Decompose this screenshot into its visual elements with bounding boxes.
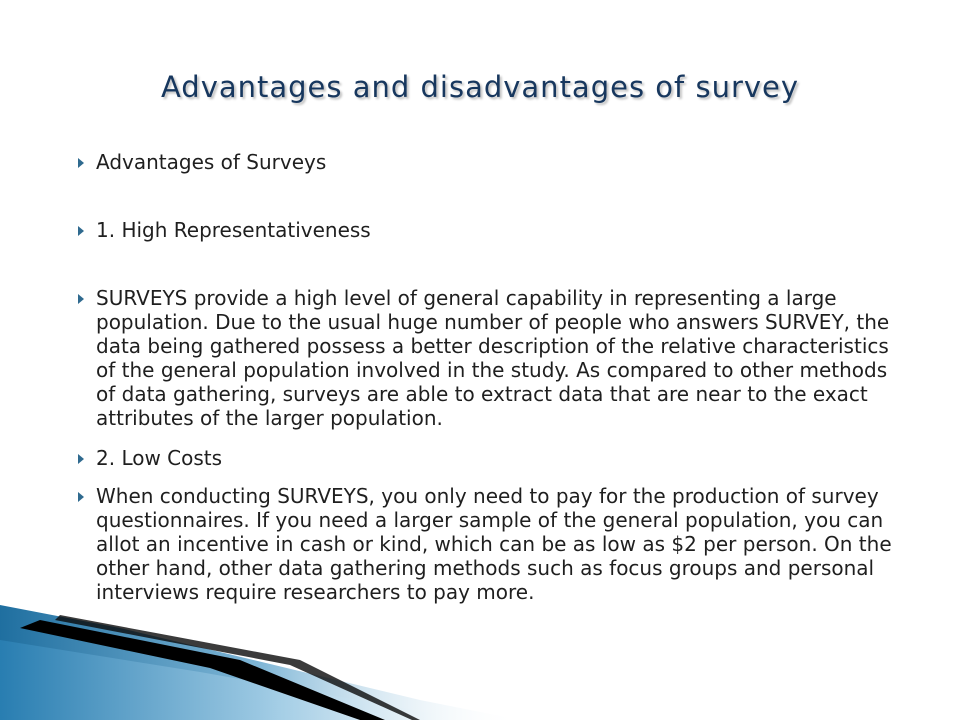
bullet-item: [72, 446, 912, 470]
bullet-arrow-icon: [78, 226, 84, 236]
bullet-arrow-icon: [78, 454, 84, 464]
bullet-item: [72, 484, 912, 604]
bullet-arrow-icon: [78, 492, 84, 502]
bullet-text: 2. Low Costs: [96, 446, 223, 470]
ribbon-blue-light: [0, 640, 470, 720]
bullet-text: 1. High Representativeness: [96, 218, 371, 242]
bullet-arrow-icon: [78, 294, 84, 304]
bullet-text: SURVEYS provide a high level of general capability in representing a large population. Due to the usual huge number of people who answers SURVEY, the data being gathered possess a better description of the relative characteristics of the general population involved in the study. As compared to other methods of data gathering, surveys are able to extract data that are near to the exact attributes of the larger population.: [96, 286, 890, 430]
bullet-item: [72, 218, 912, 242]
bullet-text: Advantages of Surveys: [96, 150, 327, 174]
bullet-item: [72, 286, 912, 430]
ribbon-thin: [55, 615, 420, 720]
ribbon-black: [20, 620, 385, 720]
ribbon-blue: [0, 605, 520, 720]
bullet-list: [72, 150, 912, 604]
bullet-text: When conducting SURVEYS, you only need to pay for the production of survey questionnaires. If you need a larger sample of the general population, you can allot an incentive in cash or kind, which can be as low as $2 per person. On the other hand, other data gathering methods such as focus groups and personal interviews require researchers to pay more.: [96, 484, 892, 604]
bullet-item: [72, 150, 912, 174]
slide-title: Advantages and disadvantages of survey: [160, 70, 800, 104]
bullet-arrow-icon: [78, 158, 84, 168]
